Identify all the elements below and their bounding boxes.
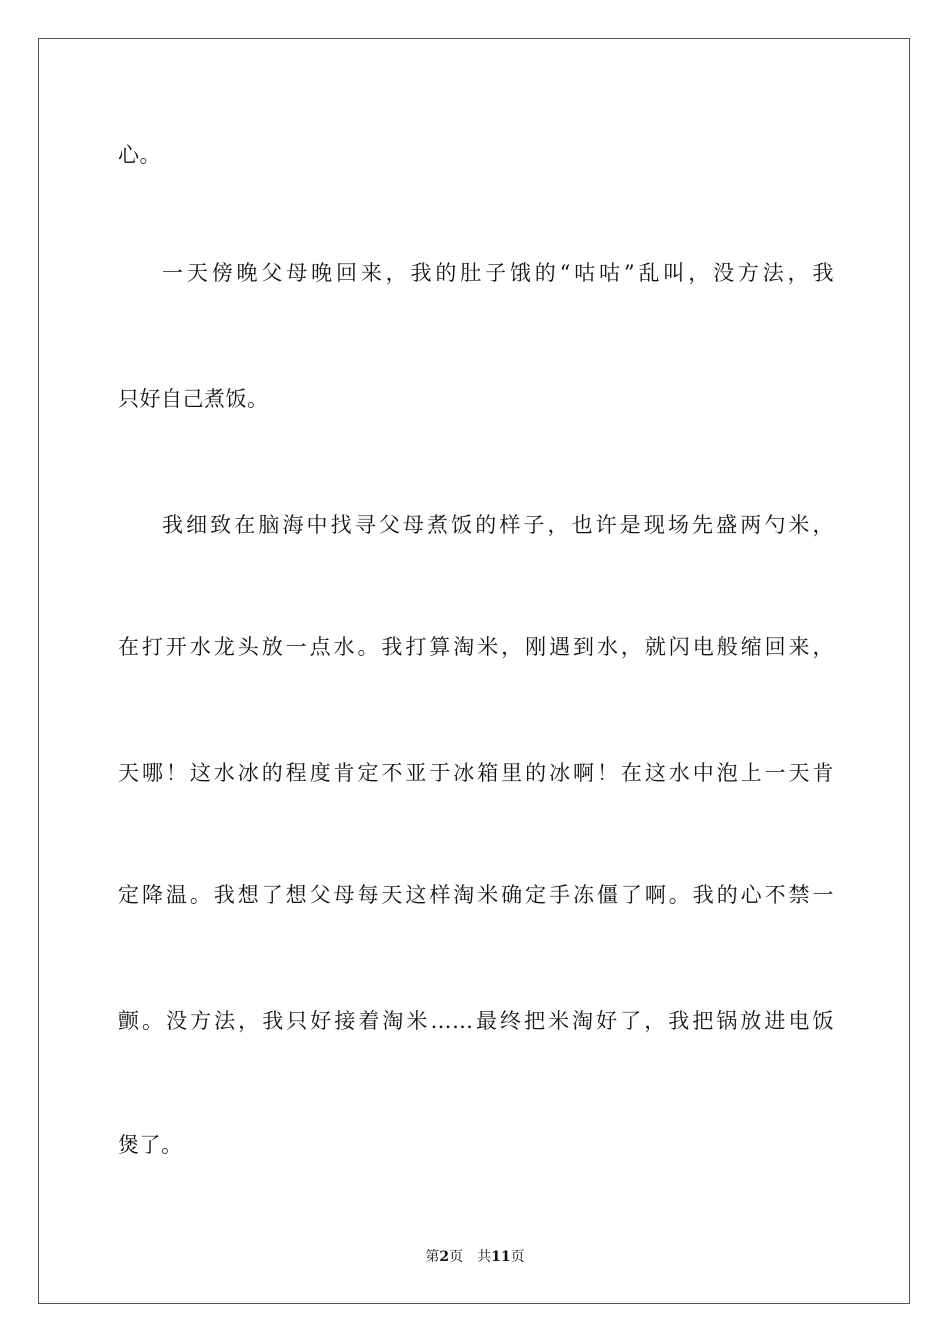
text-line-4: 我细致在脑海中找寻父母煮饭的样子，也许是现场先盛两勺米，	[162, 513, 834, 537]
total-prefix: 共	[477, 1249, 492, 1265]
total-suffix: 页	[510, 1249, 525, 1265]
text-line-9: 煲了。	[118, 1133, 183, 1157]
page-prefix: 第	[425, 1249, 440, 1265]
page-suffix: 页	[449, 1249, 464, 1265]
page-frame	[38, 38, 910, 1304]
page-footer	[0, 1247, 950, 1267]
text-line-2: 一天傍晚父母晚回来，我的肚子饿的“咕咕”乱叫，没方法，我	[162, 261, 834, 285]
text-line-1: 心。	[118, 143, 161, 167]
text-line-7: 定降温。我想了想父母每天这样淘米确定手冻僵了啊。我的心不禁一	[118, 883, 834, 907]
page-current: 2	[439, 1249, 450, 1265]
text-line-8: 颤。没方法，我只好接着淘米……最终把米淘好了，我把锅放进电饭	[118, 1009, 834, 1033]
text-line-5: 在打开水龙头放一点水。我打算淘米，刚遇到水，就闪电般缩回来，	[118, 635, 834, 659]
page-total: 11	[491, 1249, 511, 1265]
text-line-6: 天哪！这水冰的程度肯定不亚于冰箱里的冰啊！在这水中泡上一天肯	[118, 761, 834, 785]
text-line-3: 只好自己煮饭。	[118, 387, 269, 411]
